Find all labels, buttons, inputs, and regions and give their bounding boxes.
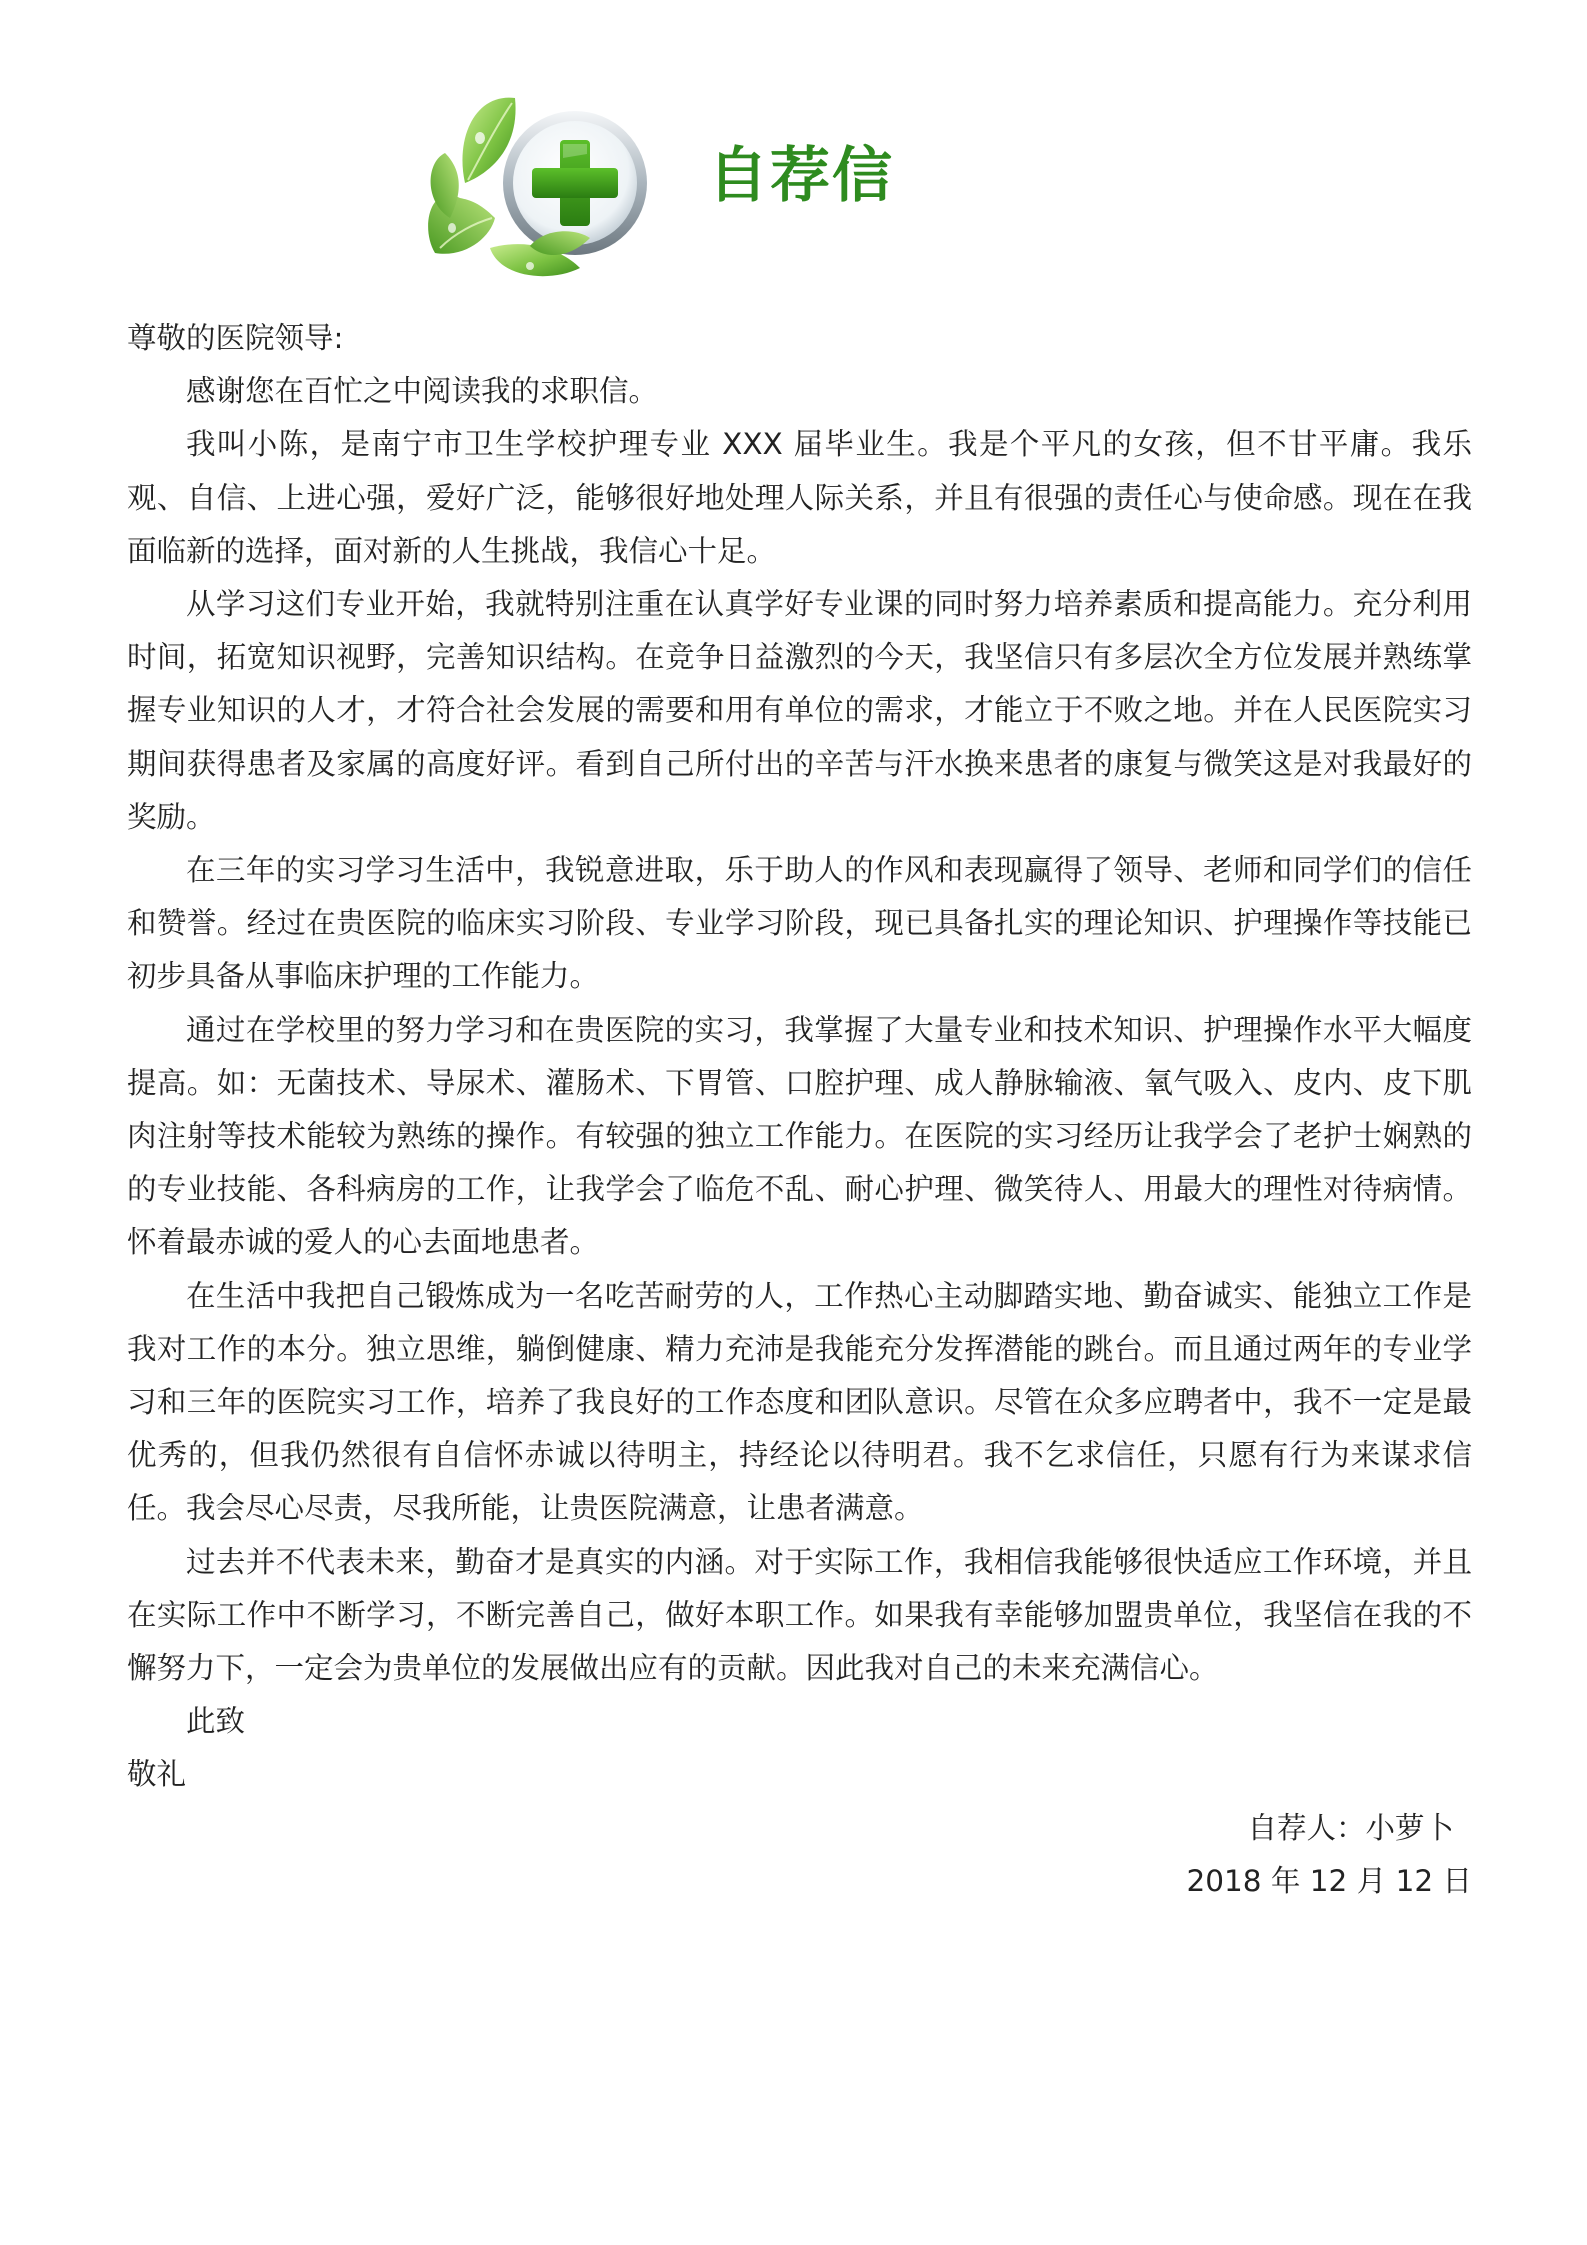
signature: 自荐人：小萝卜: [1247, 1810, 1454, 1845]
date: 2018 年 12 月 12 日: [1186, 1863, 1472, 1898]
paragraph: 感谢您在百忙之中阅读我的求职信。: [186, 374, 659, 409]
letter-header: [420, 78, 980, 288]
salutation: 尊敬的医院领导:: [127, 321, 344, 355]
letter-body: [127, 312, 1472, 1908]
paragraph: 在生活中我把自己锻炼成为一名吃苦耐劳的人，工作热心主动脚踏实地、勤奋诚实、能独立工作是我对工作的本分。独立思维，躺倒健康、精力充沛是我能充分发挥潜能的跳台。而且通过两年的专业学习和三年的医院实习工作，培养了我良好的工作态度和团队意识。尽管在众多应聘者中，我不一定是最优秀的，但我仍然很有自信怀赤诚以待明主，持经论以待明君。我不乞求信任，只愿有行为来谋求信任。我会尽心尽责，尽我所能，让贵医院满意，让患者满意。: [127, 1278, 1472, 1526]
closing-line: 此致: [186, 1704, 246, 1739]
paragraph: 过去并不代表未来，勤奋才是真实的内涵。对于实际工作，我相信我能够很快适应工作环境，并且在实际工作中不断学习，不断完善自己，做好本职工作。如果我有幸能够加盟贵单位，我坚信在我的不懈努力下，一定会为贵单位的发展做出应有的贡献。因此我对自己的未来充满信心。: [127, 1544, 1472, 1686]
leaf-medical-cross-icon: [420, 78, 680, 288]
paragraph: 我叫小陈，是南宁市卫生学校护理专业 XXX 届毕业生。我是个平凡的女孩，但不甘平庸。我乐观、自信、上进心强，爱好广泛，能够很好地处理人际关系，并且有很强的责任心与使命感。现在在我面临新的选择，面对新的人生挑战，我信心十足。: [127, 427, 1472, 568]
paragraph: 在三年的实习学习生活中，我锐意进取，乐于助人的作风和表现赢得了领导、老师和同学们的信任和赞誉。经过在贵医院的临床实习阶段、专业学习阶段，现已具备扎实的理论知识、护理操作等技能已初步具备从事临床护理的工作能力。: [127, 853, 1472, 994]
paragraph: 通过在学校里的努力学习和在贵医院的实习，我掌握了大量专业和技术知识、护理操作水平大幅度提高。如：无菌技术、导尿术、灌肠术、下胃管、口腔护理、成人静脉输液、氧气吸入、皮内、皮下肌肉注射等技术能较为熟练的操作。有较强的独立工作能力。在医院的实习经历让我学会了老护士娴熟的的专业技能、各科病房的工作，让我学会了临危不乱、耐心护理、微笑待人、用最大的理性对待病情。怀着最赤诚的爱人的心去面地患者。: [127, 1012, 1472, 1260]
closing-salute: 敬礼: [127, 1757, 187, 1792]
paragraph: 从学习这们专业开始，我就特别注重在认真学好专业课的同时努力培养素质和提高能力。充分利用时间，拓宽知识视野，完善知识结构。在竞争日益激烈的今天，我坚信只有多层次全方位发展并熟练掌握专业知识的人才，才符合社会发展的需要和用有单位的需求，才能立于不败之地。并在人民医院实习期间获得患者及家属的高度好评。看到自己所付出的辛苦与汗水换来患者的康复与微笑这是对我最好的奖励。: [127, 587, 1472, 834]
document-title: 自荐信: [708, 141, 894, 211]
